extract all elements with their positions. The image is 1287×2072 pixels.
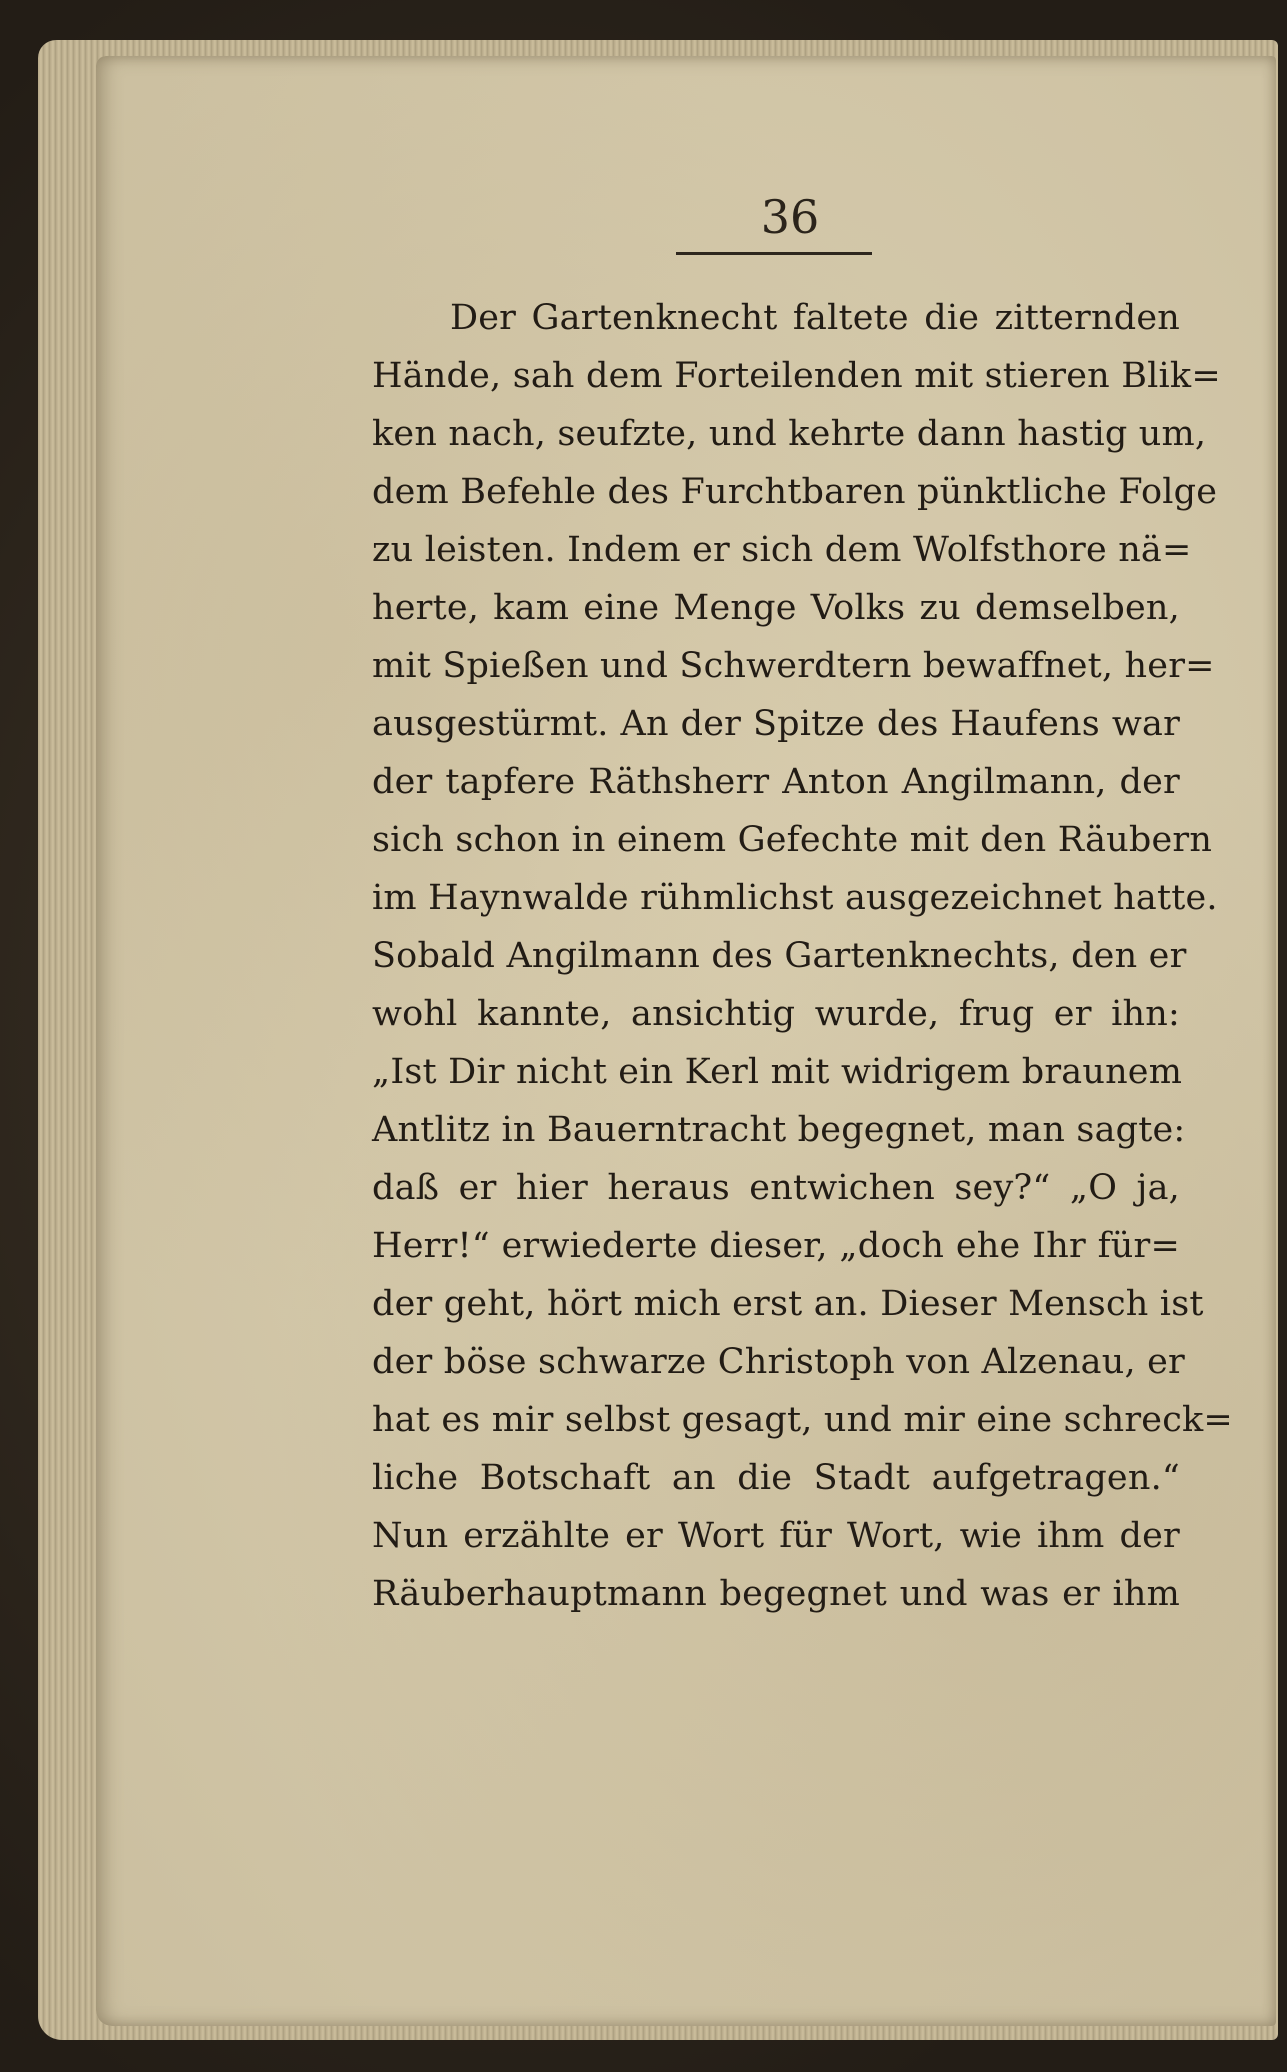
text-line: Nun erzählte er Wort für Wort, wie ihm der bbox=[372, 1516, 1180, 1556]
text-line: daß er hier heraus entwichen sey?“ „O ja, bbox=[372, 1168, 1180, 1208]
text-line: liche Botschaft an die Stadt aufgetragen.“ bbox=[372, 1458, 1180, 1498]
text-line: zu leisten. Indem er sich dem Wolfsthore nä= bbox=[372, 530, 1192, 570]
text-line: Räuberhauptmann begegnet und was er ihm bbox=[372, 1574, 1180, 1614]
text-line: Sobald Angilmann des Gartenknechts, den er bbox=[372, 936, 1187, 976]
text-line: Antlitz in Bauerntracht begegnet, man sagte: bbox=[372, 1110, 1186, 1150]
text-line: dem Befehle des Furchtbaren pünktliche Folge bbox=[372, 472, 1218, 512]
text-line: Der Gartenknecht faltete die zitternden bbox=[450, 298, 1180, 338]
text-line: „Ist Dir nicht ein Kerl mit widrigem braunem bbox=[372, 1052, 1183, 1092]
book-page bbox=[96, 56, 1276, 2026]
text-line: hat es mir selbst gesagt, und mir eine schreck= bbox=[372, 1400, 1233, 1440]
text-line: der böse schwarze Christoph von Alzenau, er bbox=[372, 1342, 1185, 1382]
text-line: ausgestürmt. An der Spitze des Haufens war bbox=[372, 704, 1180, 744]
text-line: mit Spießen und Schwerdtern bewaffnet, her= bbox=[372, 646, 1215, 686]
text-line: sich schon in einem Gefechte mit den Räubern bbox=[372, 820, 1213, 860]
text-line: der geht, hört mich erst an. Dieser Mensch ist bbox=[372, 1284, 1204, 1324]
page-number: 36 bbox=[760, 190, 820, 244]
header-rule bbox=[676, 252, 872, 255]
text-line: ken nach, seufzte, und kehrte dann hastig um, bbox=[372, 414, 1207, 454]
text-line: wohl kannte, ansichtig wurde, frug er ihn: bbox=[372, 994, 1180, 1034]
text-line: im Haynwalde rühmlichst ausgezeichnet hatte. bbox=[372, 878, 1218, 918]
text-line: Herr!“ erwiederte dieser, „doch ehe Ihr für= bbox=[372, 1226, 1180, 1266]
text-line: herte, kam eine Menge Volks zu demselben, bbox=[372, 588, 1180, 628]
text-line: Hände, sah dem Forteilenden mit stieren Blik= bbox=[372, 356, 1221, 396]
text-line: der tapfere Räthsherr Anton Angilmann, der bbox=[372, 762, 1180, 802]
